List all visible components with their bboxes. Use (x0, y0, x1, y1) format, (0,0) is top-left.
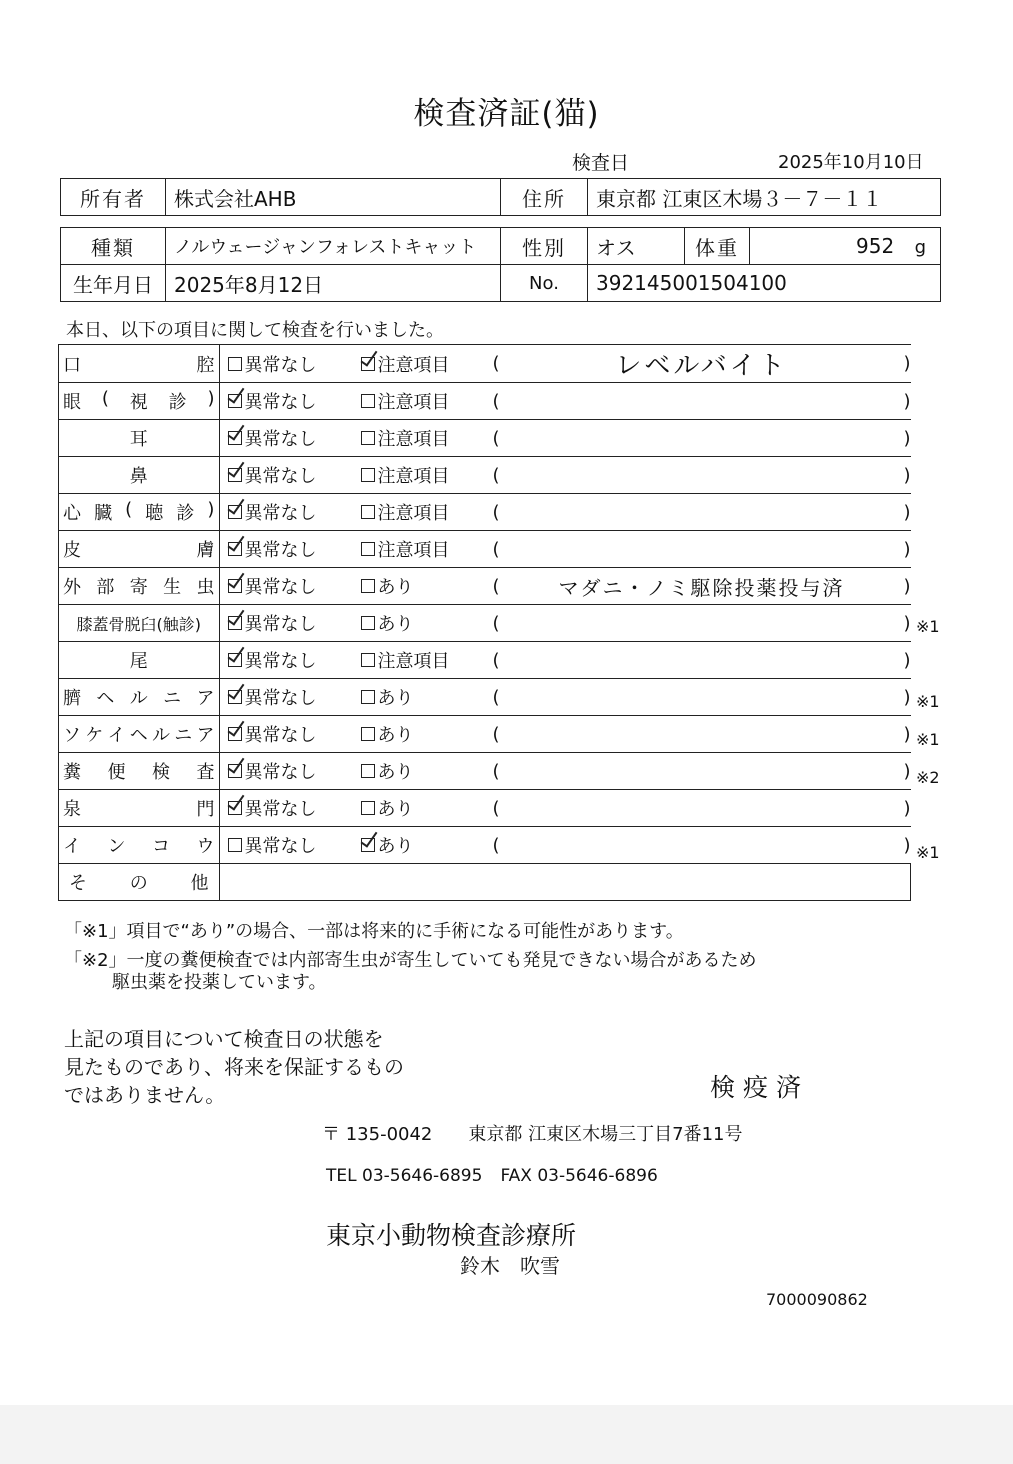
exam-item-char: ソ (63, 725, 81, 746)
exam-item-name (59, 345, 220, 383)
exam-options (219, 494, 911, 531)
empty-box-icon (361, 579, 375, 593)
exam-row (59, 531, 911, 568)
note-field (493, 345, 911, 382)
no-abnormality-option (228, 573, 361, 599)
birthdate-label: 生年月日 (61, 265, 166, 302)
exam-item-char: 検 (152, 762, 170, 783)
exam-item-char: ル (129, 688, 148, 709)
exam-item-char: 泉 (63, 799, 81, 820)
open-paren: ( (492, 797, 500, 819)
checked-box-icon (361, 838, 375, 852)
exam-options (219, 753, 911, 790)
close-paren: ) (903, 723, 911, 745)
open-paren: ( (492, 353, 500, 374)
exam-row (59, 679, 911, 716)
exam-item-name (59, 420, 220, 457)
owner-table (60, 178, 941, 216)
option-label: あり (377, 688, 414, 709)
no-abnormality-option (228, 721, 361, 747)
close-paren: ) (903, 612, 911, 634)
weight-unit: g (914, 237, 926, 258)
checked-box-icon (228, 431, 242, 445)
contact-line (326, 1166, 676, 1186)
open-paren: ( (492, 464, 500, 486)
option-label: 異常なし (244, 725, 317, 746)
exam-item-char: 心 (63, 503, 81, 524)
page-title: 検査済証(猫) (413, 96, 600, 132)
breed-label: 種類 (61, 228, 166, 265)
option-label: 注意項目 (377, 503, 450, 524)
weight-value: 952 (856, 234, 895, 258)
open-paren: ( (492, 612, 500, 634)
checked-box-icon (228, 801, 242, 815)
empty-box-icon (361, 727, 375, 741)
empty-box-icon (361, 616, 375, 630)
finding-option (361, 351, 493, 377)
option-label: 注意項目 (377, 392, 450, 413)
footnote-1: 「※1」項目で“あり”の場合、一部は将来的に手術になる可能性があります。 (64, 921, 684, 942)
exam-options (219, 827, 911, 864)
exam-item-char: 臓 (94, 503, 113, 524)
finding-note: マダニ・ノミ駆除投薬投与済 (558, 575, 845, 600)
option-label: 異常なし (244, 429, 317, 450)
finding-option (361, 758, 493, 784)
option-label: 異常なし (244, 651, 317, 672)
exam-item-char: 聴 (145, 503, 164, 524)
exam-item-name (59, 679, 220, 716)
close-paren: ) (903, 760, 911, 782)
exam-item-char: 視 (129, 392, 148, 413)
exam-options (219, 531, 911, 568)
exam-row (59, 605, 911, 642)
option-label: 異常なし (244, 688, 317, 709)
exam-item-char: ア (196, 688, 215, 709)
exam-item-name (59, 494, 220, 531)
open-paren: ( (492, 686, 500, 708)
no-abnormality-option (228, 758, 361, 784)
exam-item-char: 便 (107, 762, 126, 783)
option-label: あり (377, 614, 414, 635)
clinic-name: 東京小動物検査診療所 (326, 1221, 577, 1250)
exam-row (59, 642, 911, 679)
open-paren: ( (492, 538, 500, 560)
option-label: 注意項目 (377, 651, 450, 672)
exam-row (59, 345, 911, 383)
exam-row (59, 420, 911, 457)
exam-item-char: 皮 (63, 540, 81, 561)
finding-option (361, 832, 493, 858)
exam-item-char: 部 (96, 577, 115, 598)
exam-item-char: そ (69, 873, 87, 894)
empty-box-icon (361, 653, 375, 667)
exam-item-char: 腔 (196, 354, 215, 376)
footnote-reference-mark: ※1 (916, 842, 940, 862)
close-paren: ) (903, 797, 911, 819)
note-field (493, 835, 911, 856)
checked-box-icon (228, 690, 242, 704)
open-paren: ( (492, 834, 500, 856)
option-label: あり (377, 725, 414, 746)
scan-edge (0, 1405, 1013, 1464)
no-abnormality-option (228, 647, 361, 673)
exam-item-name (59, 605, 220, 642)
exam-options (219, 383, 911, 420)
empty-box-icon (361, 764, 375, 778)
option-label: あり (377, 799, 414, 820)
exam-item-char: ン (107, 836, 126, 857)
exam-item-char: ヘ (96, 688, 115, 709)
exam-options (219, 679, 911, 716)
number-label: No. (501, 265, 588, 302)
no-abnormality-option (228, 832, 361, 858)
close-paren: ) (903, 575, 911, 597)
animal-table (60, 227, 941, 302)
empty-box-icon (361, 542, 375, 556)
number-value: 392145001504100 (588, 265, 941, 302)
exam-row (59, 494, 911, 531)
option-label: あり (377, 836, 414, 857)
finding-option (361, 610, 493, 636)
sex-label: 性別 (501, 228, 588, 265)
note-field (493, 798, 911, 819)
exam-item-name (59, 531, 220, 568)
open-paren: ( (492, 760, 500, 782)
finding-option (361, 684, 493, 710)
exam-item-char: 査 (196, 762, 215, 783)
owner-label: 所有者 (61, 179, 166, 216)
exam-item-char: 門 (196, 799, 215, 820)
exam-row-other (59, 864, 911, 901)
exam-row (59, 790, 911, 827)
tel-number: TEL 03-5646-6895 (326, 1166, 483, 1186)
exam-row (59, 716, 911, 753)
note-field (493, 391, 911, 412)
exam-item-char: イ (107, 725, 126, 746)
note-field (493, 502, 911, 523)
weight-cell (750, 228, 941, 265)
exam-item-char: ニ (163, 688, 182, 709)
empty-box-icon (361, 801, 375, 815)
breed-value: ノルウェージャンフォレストキャット (166, 228, 501, 265)
empty-box-icon (361, 505, 375, 519)
checked-box-icon (228, 653, 242, 667)
exam-item-char: 口 (63, 354, 81, 376)
open-paren: ( (492, 723, 500, 745)
close-paren: ) (903, 353, 911, 374)
exam-item-char: ( (125, 499, 133, 520)
exam-item-char: ヘ (129, 725, 148, 746)
exam-item-char: 生 (163, 577, 182, 598)
finding-note: レベルバイト (615, 351, 788, 381)
note-field (493, 572, 911, 601)
close-paren: ) (903, 501, 911, 523)
checked-box-icon (228, 616, 242, 630)
exam-item-char: 尾 (129, 651, 148, 672)
quarantine-stamp: 検疫済 (710, 1073, 810, 1102)
exam-item-char: 耳 (129, 429, 148, 450)
finding-option (361, 795, 493, 821)
exam-item-char: ) (207, 499, 215, 520)
exam-item-name (59, 457, 220, 494)
postal-code: 〒 135-0042 (322, 1124, 433, 1145)
exam-item-char: 虫 (196, 577, 215, 598)
option-label: 異常なし (244, 354, 317, 376)
checked-box-icon (228, 727, 242, 741)
close-paren: ) (903, 834, 911, 856)
exam-item-char: 糞 (63, 762, 81, 783)
option-label: 異常なし (244, 503, 317, 524)
finding-option (361, 425, 493, 451)
no-abnormality-option (228, 351, 361, 377)
open-paren: ( (492, 501, 500, 523)
other-notes (219, 864, 911, 901)
exam-options (219, 790, 911, 827)
option-label: あり (377, 762, 414, 783)
option-label: 異常なし (244, 392, 317, 413)
exam-item-name (59, 642, 220, 679)
empty-box-icon (361, 690, 375, 704)
exam-item-char: 他 (190, 873, 209, 894)
checked-box-icon (228, 542, 242, 556)
empty-box-icon (361, 468, 375, 482)
birthdate-value: 2025年8月12日 (166, 265, 501, 302)
close-paren: ) (903, 649, 911, 671)
exam-row (59, 568, 911, 605)
note-field (493, 613, 911, 634)
exam-item-name (59, 383, 220, 420)
exam-item-name (59, 568, 220, 605)
exam-item-char: ケ (85, 725, 104, 746)
declaration-text: 上記の項目について検査日の状態を 見たものであり、将来を保証するもの ではありません。 (64, 1027, 404, 1107)
exam-item-char: 膚 (196, 540, 215, 561)
no-abnormality-option (228, 462, 361, 488)
exam-item-char: コ (152, 836, 170, 857)
option-label: 注意項目 (377, 354, 450, 376)
address-value: 東京都 江東区木場３－７－１１ (588, 179, 941, 216)
option-label: 注意項目 (377, 540, 450, 561)
close-paren: ) (903, 427, 911, 449)
empty-box-icon (228, 357, 242, 371)
no-abnormality-option (228, 610, 361, 636)
no-abnormality-option (228, 425, 361, 451)
exam-item-char: ル (152, 725, 170, 746)
close-paren: ) (903, 538, 911, 560)
open-paren: ( (492, 427, 500, 449)
option-label: 異常なし (244, 799, 317, 820)
option-label: 異常なし (244, 836, 317, 857)
close-paren: ) (903, 686, 911, 708)
note-field (493, 539, 911, 560)
exam-options (219, 605, 911, 642)
checked-box-icon (228, 764, 242, 778)
footnote-2-continued: 駆虫薬を投薬しています。 (112, 972, 327, 993)
no-abnormality-option (228, 499, 361, 525)
exam-item-char: 診 (176, 503, 195, 524)
inspection-date-label: 検査日 (572, 152, 630, 174)
checked-box-icon (361, 357, 375, 371)
clinic-address: 東京都 江東区木場三丁目7番11号 (468, 1124, 743, 1145)
exam-row (59, 457, 911, 494)
option-label: 注意項目 (377, 466, 450, 487)
option-label: あり (377, 577, 414, 598)
open-paren: ( (492, 390, 500, 412)
exam-options (219, 345, 911, 383)
finding-option (361, 462, 493, 488)
footnote-reference-mark: ※1 (916, 692, 940, 712)
checked-box-icon (228, 394, 242, 408)
footnote-2: 「※2」一度の糞便検査では内部寄生虫が寄生していても発見できない場合があるため (64, 950, 757, 971)
option-label: 異常なし (244, 614, 317, 635)
owner-value: 株式会社AHB (166, 179, 501, 216)
option-label: 異常なし (244, 577, 317, 598)
exam-options (219, 642, 911, 679)
exam-options (219, 568, 911, 605)
finding-option (361, 573, 493, 599)
exam-item-name (59, 753, 220, 790)
address-label: 住所 (501, 179, 588, 216)
footnote-reference-mark: ※1 (916, 730, 940, 749)
exam-item-char: ニ (174, 725, 193, 746)
option-label: 注意項目 (377, 429, 450, 450)
finding-option (361, 721, 493, 747)
exam-item-char: ) (207, 388, 215, 409)
empty-box-icon (228, 838, 242, 852)
note-field (493, 724, 911, 745)
exam-item-char: の (129, 873, 148, 894)
exam-item-name (59, 827, 220, 864)
exam-options (219, 457, 911, 494)
clinic-address-line (322, 1120, 778, 1146)
finding-option (361, 388, 493, 414)
footnote-reference-mark: ※2 (916, 767, 940, 787)
no-abnormality-option (228, 684, 361, 710)
open-paren: ( (492, 649, 500, 671)
intro-text: 本日、以下の項目に関して検査を行いました。 (66, 320, 444, 341)
weight-label: 体重 (685, 228, 750, 265)
option-label: 異常なし (244, 762, 317, 783)
close-paren: ) (903, 464, 911, 486)
exam-item-char: ( (101, 388, 109, 409)
note-field (493, 428, 911, 449)
exam-item-char: 臍 (63, 688, 81, 709)
footnote-reference-mark: ※1 (916, 617, 940, 637)
close-paren: ) (903, 390, 911, 412)
fax-number: FAX 03-5646-6896 (500, 1166, 658, 1186)
exam-table (58, 344, 911, 901)
finding-option (361, 536, 493, 562)
exam-item-char: 眼 (63, 392, 81, 413)
exam-options (219, 420, 911, 457)
empty-box-icon (361, 431, 375, 445)
inspection-date-value: 2025年10月10日 (778, 152, 924, 173)
option-label: 異常なし (244, 540, 317, 561)
veterinarian-name: 鈴木 吹雪 (460, 1254, 560, 1278)
exam-row (59, 383, 911, 420)
exam-item-name (59, 790, 220, 827)
checked-box-icon (228, 468, 242, 482)
exam-item-name (59, 716, 220, 753)
exam-item-char: ウ (196, 836, 215, 857)
checked-box-icon (228, 505, 242, 519)
serial-number: 7000090862 (766, 1290, 868, 1309)
exam-item-char: 鼻 (129, 466, 148, 487)
finding-option (361, 647, 493, 673)
exam-item-char: 診 (168, 392, 187, 413)
exam-item-char: 外 (63, 577, 81, 598)
exam-item-char: イ (63, 836, 81, 857)
empty-box-icon (361, 394, 375, 408)
exam-item-char: 膝蓋骨脱臼(触診) (76, 614, 201, 634)
checked-box-icon (228, 579, 242, 593)
exam-item-char: 寄 (129, 577, 148, 598)
exam-row (59, 753, 911, 790)
open-paren: ( (492, 575, 500, 597)
option-label: 異常なし (244, 466, 317, 487)
no-abnormality-option (228, 795, 361, 821)
note-field (493, 650, 911, 671)
sex-value: オス (588, 228, 685, 265)
exam-item-char: ア (196, 725, 215, 746)
exam-item-name (59, 864, 220, 901)
exam-options (219, 716, 911, 753)
exam-row (59, 827, 911, 864)
no-abnormality-option (228, 536, 361, 562)
no-abnormality-option (228, 388, 361, 414)
note-field (493, 761, 911, 782)
note-field (493, 687, 911, 708)
note-field (493, 465, 911, 486)
finding-option (361, 499, 493, 525)
